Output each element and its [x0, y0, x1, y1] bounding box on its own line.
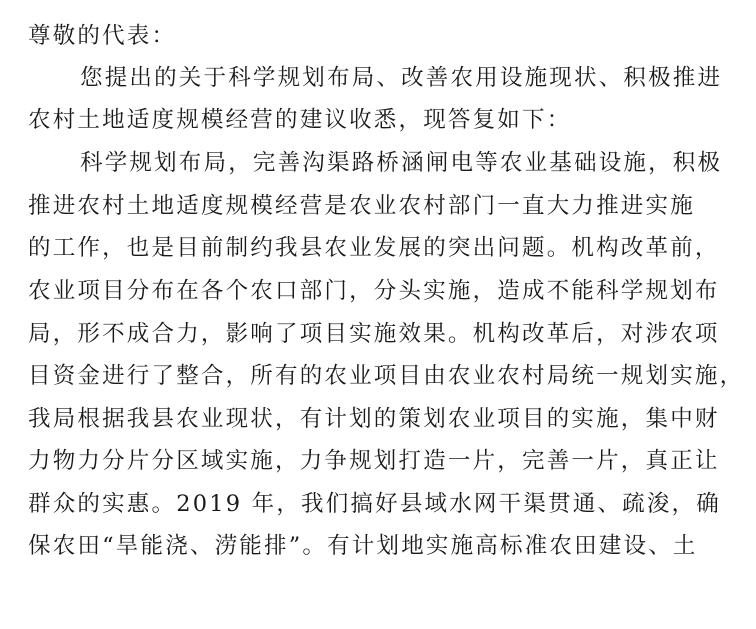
- paragraph-2-line-1: 科学规划布局，完善沟渠路桥涵闸电等农业基础设施，积极: [80, 150, 723, 176]
- paragraph-2-line-4: 农业项目分布在各个农口部门，分头实施，造成不能科学规划布: [28, 278, 720, 304]
- paragraph-2-line-7: 我局根据我县农业现状，有计划的策划农业项目的实施，集中财: [28, 406, 720, 432]
- paragraph-1-line-2: 农村土地适度规模经营的建议收悉，现答复如下：: [28, 107, 572, 133]
- paragraph-2-line-6: 目资金进行了整合，所有的农业项目由农业农村局统一规划实施，: [28, 363, 745, 389]
- paragraph-2-line-5: 局，形不成合力，影响了项目实施效果。机构改革后，对涉农项: [28, 321, 720, 347]
- paragraph-2-line-3: 的工作，也是目前制约我县农业发展的突出问题。机构改革前，: [28, 235, 720, 261]
- paragraph-2-line-8: 力物力分片分区域实施，力争规划打造一片，完善一片，真正让: [28, 448, 720, 474]
- paragraph-2-line-9: 群众的实惠。2019 年，我们搞好县域水网干渠贯通、疏浚，确: [28, 491, 721, 517]
- salutation: 尊敬的代表：: [28, 23, 177, 49]
- paragraph-2-line-10: 保农田“旱能浇、涝能排”。有计划地实施高标准农田建设、土: [28, 533, 698, 559]
- paragraph-2-line-2: 推进农村土地适度规模经营是农业农村部门一直大力推进实施: [28, 193, 695, 219]
- paragraph-1-line-1: 您提出的关于科学规划布局、改善农用设施现状、积极推进: [80, 65, 723, 91]
